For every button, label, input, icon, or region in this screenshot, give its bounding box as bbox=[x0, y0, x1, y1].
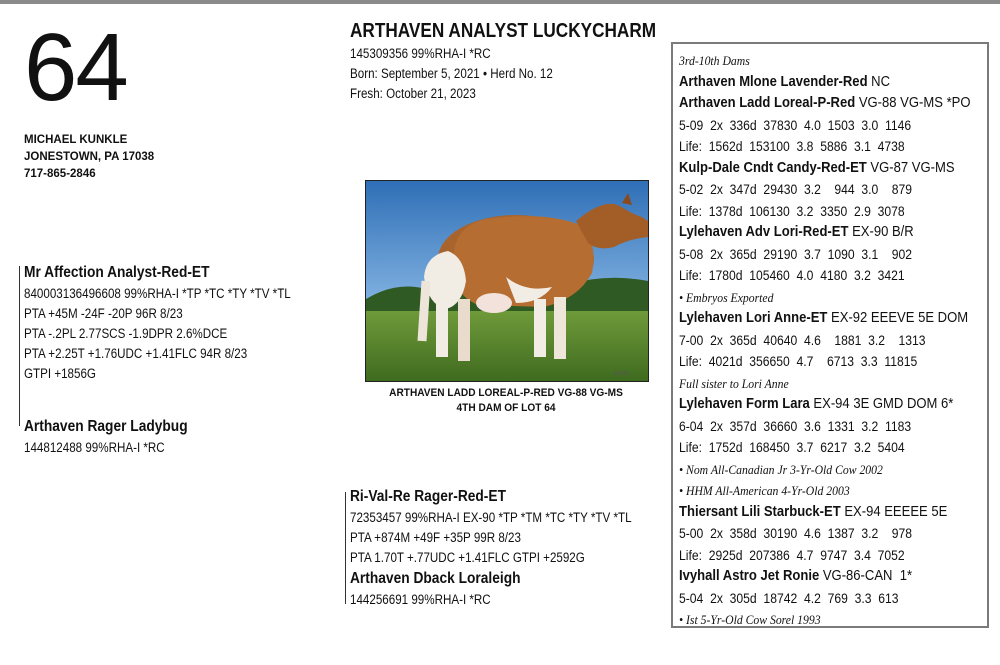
row-text: • Nom All-Canadian Jr 3-Yr-Old Cow 2002 bbox=[679, 461, 883, 477]
svg-text:photo: photo bbox=[614, 371, 630, 377]
record-row bbox=[679, 437, 971, 459]
sire-gtpi-line: GTPI +1856G bbox=[24, 366, 96, 381]
pedigree-bracket-sire bbox=[19, 266, 20, 426]
row-text: Life: 1378d 106130 3.2 3350 2.9 3078 bbox=[679, 203, 905, 219]
record-row bbox=[679, 416, 971, 438]
sire-pta-line-3: PTA +2.25T +1.76UDC +1.41FLC 94R 8/23 bbox=[24, 346, 248, 361]
dams-pedigree-rows bbox=[679, 50, 1000, 631]
animal-name: ARTHAVEN ANALYST LUCKYCHARM bbox=[350, 20, 657, 42]
dam-name-row bbox=[679, 222, 971, 244]
dam-name-row bbox=[679, 502, 971, 524]
row-classification: EX-90 B/R bbox=[848, 224, 914, 240]
record-row bbox=[679, 244, 971, 266]
row-classification: VG-87 VG-MS bbox=[866, 159, 955, 176]
row-classification: EX-94 EEEEE 5E bbox=[840, 503, 948, 520]
row-text: Life: 1562d 153100 3.8 5886 3.1 4738 bbox=[679, 139, 905, 154]
record-row bbox=[679, 179, 971, 201]
record-row bbox=[679, 330, 971, 352]
dam-name-row bbox=[679, 394, 971, 416]
dam-name: Arthaven Rager Ladybug bbox=[24, 418, 188, 435]
row-text: Life: 2925d 207386 4.7 9747 3.4 7052 bbox=[679, 547, 905, 563]
row-text: 5-02 2x 347d 29430 3.2 944 3.0 879 bbox=[679, 182, 913, 197]
row-text: Full sister to Lori Anne bbox=[679, 375, 789, 391]
maternal-grandsire-block bbox=[350, 486, 677, 610]
sire-pta-line-2: PTA -.2PL 2.77SCS -1.9DPR 2.6%DCE bbox=[24, 326, 228, 341]
mgs-reg-line: 72353457 99%RHA-I EX-90 *TP *TM *TC *TY *TV *TL bbox=[350, 510, 632, 525]
row-text: 5-04 2x 305d 18742 4.2 769 3.3 613 bbox=[679, 590, 899, 606]
row-classification: EX-94 3E GMD DOM 6* bbox=[809, 396, 954, 412]
row-text: 5-09 2x 336d 37830 4.0 1503 3.0 1146 bbox=[679, 117, 912, 133]
row-text: Lylehaven Form Lara bbox=[679, 396, 810, 412]
note-row bbox=[679, 609, 971, 631]
record-row bbox=[679, 201, 971, 223]
dam-name-row bbox=[679, 93, 971, 115]
sire-reg-line: 840003136496608 99%RHA-I *TP *TC *TY *TV *TL bbox=[24, 286, 291, 301]
row-text: Ivyhall Astro Jet Ronie bbox=[679, 568, 820, 584]
sire-pta-line-1: PTA +45M -24F -20P 96R 8/23 bbox=[24, 306, 183, 321]
row-text: 5-08 2x 365d 29190 3.7 1090 3.1 902 bbox=[679, 246, 913, 262]
dam-name-row bbox=[679, 308, 971, 330]
row-text: Lylehaven Lori Anne-ET bbox=[679, 310, 828, 326]
record-row bbox=[679, 545, 971, 567]
dam-reg-line: 144812488 99%RHA-I *RC bbox=[24, 440, 165, 455]
photo-caption-line-1: ARTHAVEN LADD LOREAL-P-RED VG-88 VG-MS bbox=[389, 387, 623, 399]
note-row bbox=[679, 287, 971, 309]
row-text: • HHM All-American 4-Yr-Old 2003 bbox=[679, 483, 850, 498]
row-classification: NC bbox=[867, 73, 891, 90]
note-row bbox=[679, 480, 971, 502]
consignor-block bbox=[24, 132, 154, 183]
pedigree-bracket-dam bbox=[345, 492, 346, 604]
animal-header bbox=[350, 18, 706, 104]
sire-name: Mr Affection Analyst-Red-ET bbox=[24, 264, 210, 281]
row-text: Life: 4021d 356650 4.7 6713 3.3 11815 bbox=[679, 354, 918, 369]
row-classification: EX-92 EEEVE 5E DOM bbox=[827, 310, 969, 326]
sire-block bbox=[24, 262, 334, 384]
row-text: 5-00 2x 358d 30190 4.6 1387 3.2 978 bbox=[679, 526, 913, 541]
photo-caption-line-2: 4TH DAM OF LOT 64 bbox=[456, 402, 556, 414]
record-row bbox=[679, 588, 971, 610]
animal-reg-line: 145309356 99%RHA-I *RC bbox=[350, 46, 491, 61]
row-text: Life: 1752d 168450 3.7 6217 3.2 5404 bbox=[679, 440, 905, 455]
dam-name-row bbox=[679, 72, 971, 94]
animal-fresh-line: Fresh: October 21, 2023 bbox=[350, 86, 476, 101]
row-text: Thiersant Lili Starbuck-ET bbox=[679, 503, 841, 520]
record-row bbox=[679, 351, 971, 373]
granddam-reg-line: 144256691 99%RHA-I *RC bbox=[350, 592, 491, 607]
record-row bbox=[679, 115, 971, 137]
row-text: • Ist 5-Yr-Old Cow Sorel 1993 bbox=[679, 612, 821, 627]
dam-name-row bbox=[679, 158, 971, 180]
row-text: Lylehaven Adv Lori-Red-ET bbox=[679, 224, 849, 240]
consignor-location: JONESTOWN, PA 17038 bbox=[24, 151, 155, 163]
cow-photo bbox=[365, 180, 649, 382]
consignor-phone: 717-865-2846 bbox=[24, 168, 96, 180]
row-text: Arthaven Mlone Lavender-Red bbox=[679, 73, 868, 90]
record-row bbox=[679, 523, 971, 545]
row-text: • Embryos Exported bbox=[679, 289, 774, 305]
mgs-pta-line-1: PTA +874M +49F +35P 99R 8/23 bbox=[350, 530, 521, 545]
record-row bbox=[679, 136, 971, 158]
record-row bbox=[679, 265, 971, 287]
note-row bbox=[679, 373, 971, 395]
consignor-name: MICHAEL KUNKLE bbox=[24, 134, 128, 146]
dam-block bbox=[24, 416, 214, 458]
row-text: 6-04 2x 357d 36660 3.6 1331 3.2 1183 bbox=[679, 418, 912, 434]
lot-number: 64 bbox=[24, 14, 127, 121]
granddam-name: Arthaven Dback Loraleigh bbox=[350, 570, 521, 587]
row-text: 3rd-10th Dams bbox=[679, 53, 750, 68]
note-row bbox=[679, 50, 971, 72]
row-text: Kulp-Dale Cndt Candy-Red-ET bbox=[679, 159, 867, 176]
row-classification: VG-88 VG-MS *PO bbox=[855, 95, 971, 111]
row-text: 7-00 2x 365d 40640 4.6 1881 3.2 1313 bbox=[679, 332, 926, 348]
row-classification: VG-86-CAN 1* bbox=[819, 568, 913, 584]
mgs-name: Ri-Val-Re Rager-Red-ET bbox=[350, 488, 506, 505]
animal-born-line: Born: September 5, 2021 • Herd No. 12 bbox=[350, 66, 553, 81]
dam-name-row bbox=[679, 566, 971, 588]
mgs-pta-line-2: PTA 1.70T +.77UDC +1.41FLC GTPI +2592G bbox=[350, 550, 585, 565]
row-text: Life: 1780d 105460 4.0 4180 3.2 3421 bbox=[679, 268, 905, 283]
row-text: Arthaven Ladd Loreal-P-Red bbox=[679, 95, 856, 111]
photo-caption bbox=[365, 386, 647, 416]
note-row bbox=[679, 459, 971, 481]
top-rule bbox=[0, 0, 1000, 4]
